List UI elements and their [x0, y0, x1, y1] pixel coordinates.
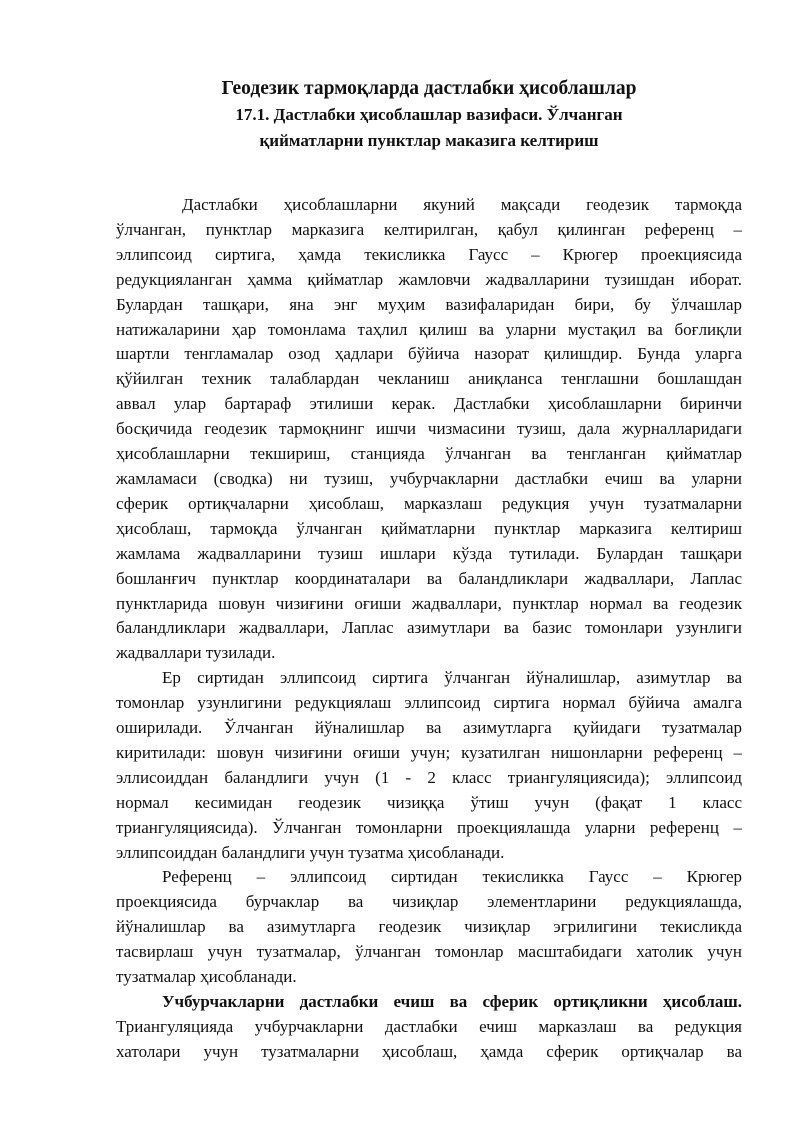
paragraph-2: [116, 666, 742, 865]
text-line: шартли тенгламалар озод ҳадлари бўйича назорат қилишдир. Бунда уларга: [116, 344, 742, 364]
document-page: [116, 76, 742, 1065]
text-line: эллисоиддан баландлиги учун (1 - 2 класс триангуляциясида); эллипсоид: [116, 767, 742, 787]
document-body: [116, 193, 742, 1065]
text-line: киритилади: шовун чизиғини оғиши учун; кузатилган нишонларни референц –: [116, 742, 742, 762]
text-line: ўлчанган, пунктлар марказига келтирилган, қабул қилинган референц –: [116, 219, 742, 239]
text-line: томонлар узунлигини редукциялаш эллипсоид сиртига нормал бўйича амалга: [116, 693, 742, 713]
text-line: бошланғич пунктлар координаталари ва баландликлари жадваллари, Лаплас: [116, 568, 742, 588]
text-line: сферик ортиқчаларни ҳисоблаш, марказлаш редукция учун тузатмаларни: [116, 493, 742, 513]
text-line: редукцияланган ҳамма қийматлар жамловчи жадвалларини тузишдан иборат.: [116, 269, 742, 289]
text-line: пунктларида шовун чизиғини оғиши жадваллари, пунктлар нормал ва геодезик: [116, 593, 742, 613]
document-title: Геодезик тармоқларда дастлабки ҳисоблашлар: [221, 78, 637, 99]
text-line: хатолари учун тузатмаларни ҳисоблаш, ҳамда сферик ортиқчалар ва: [116, 1041, 742, 1061]
paragraph-heading: Учбурчакларни дастлабки ечиш ва сферик ортиқликни ҳисоблаш.: [162, 992, 742, 1011]
text-line: баландликлари жадваллари, Лаплас азимутлари ва базис томонлари узунлиги: [116, 618, 742, 638]
text-line: Референц – эллипсоид сиртидан текисликка Гаусс – Крюгер: [162, 867, 742, 887]
text-line: йўналишлар ва азимутларга геодезик чизиқлар эгрилигини текисликда: [116, 917, 742, 937]
text-line: Дастлабки ҳисоблашларни якуний мақсади геодезик тармоқда: [182, 195, 742, 214]
text-line: аввал улар бартараф этилиши керак. Дастлабки ҳисоблашларни биринчи: [116, 394, 742, 414]
text-line: Триангуляцияда учбурчакларни дастлабки ечиш марказлаш ва редукция: [116, 1016, 742, 1036]
paragraph-1: [116, 193, 742, 666]
section-title-line: қийматларни пунктлар маказига келтириш: [259, 131, 599, 150]
text-line: оширилади. Ўлчанган йўналишлар ва азимутларга қуйидаги тузатмалар: [116, 718, 742, 738]
text-line: қўйилган техник талаблардан чекланиш аниқланса тенглашни бошлашдан: [116, 369, 742, 389]
text-line: жадваллари тузилади.: [116, 643, 276, 663]
text-line: жамламаси (сводка) ни тузиш, учбурчакларни дастлабки ечиш ва уларни: [116, 468, 742, 488]
text-line: ҳисоблаш, тармоқда ўлчанган қийматларни пунктлар марказига келтириш: [116, 518, 742, 538]
text-line: эллипсоиддан баландлиги учун тузатма ҳисобланади.: [116, 842, 505, 862]
text-line: тузатмалар ҳисобланади.: [116, 967, 297, 987]
text-line: босқичида геодезик тармоқнинг ишчи чизмасини тузиш, дала журналларидаги: [116, 419, 742, 439]
text-line: проекциясида бурчаклар ва чизиқлар элементларини редукциялашда,: [116, 892, 742, 912]
text-line: жамлама жадвалларини тузиш ишлари кўзда тутилади. Булардан ташқари: [116, 543, 742, 563]
text-line: Булардан ташқари, яна энг муҳим вазифаларидан бири, бу ўлчашлар: [116, 294, 742, 314]
text-line: тасвирлаш учун тузатмалар, ўлчанган томонлар масштабидаги хатолик учун: [116, 942, 742, 962]
text-line: ҳисоблашларни текшириш, станцияда ўлчанган ва тенгланган қийматлар: [116, 444, 742, 464]
text-line: натижаларини ҳар томонлама таҳлил қилиш ва уларни мустақил ва боғлиқли: [116, 319, 742, 339]
section-title-line: 17.1. Дастлабки ҳисоблашлар вазифаси. Ўлчанган: [235, 105, 623, 124]
text-line: эллипсоид сиртига, ҳамда текисликка Гаусс – Крюгер проекциясида: [116, 244, 742, 264]
paragraph-3: [116, 865, 742, 990]
section-title: [116, 102, 742, 154]
text-line: триангуляциясида). Ўлчанган томонларни проекциялашда уларни референц –: [116, 817, 742, 837]
text-line: нормал кесимидан геодезик чизиққа ўтиш учун (фақат 1 класс: [116, 792, 742, 812]
text-line: Ер сиртидан эллипсоид сиртига ўлчанган йўналишлар, азимутлар ва: [162, 668, 742, 688]
paragraph-4: [116, 990, 742, 1065]
